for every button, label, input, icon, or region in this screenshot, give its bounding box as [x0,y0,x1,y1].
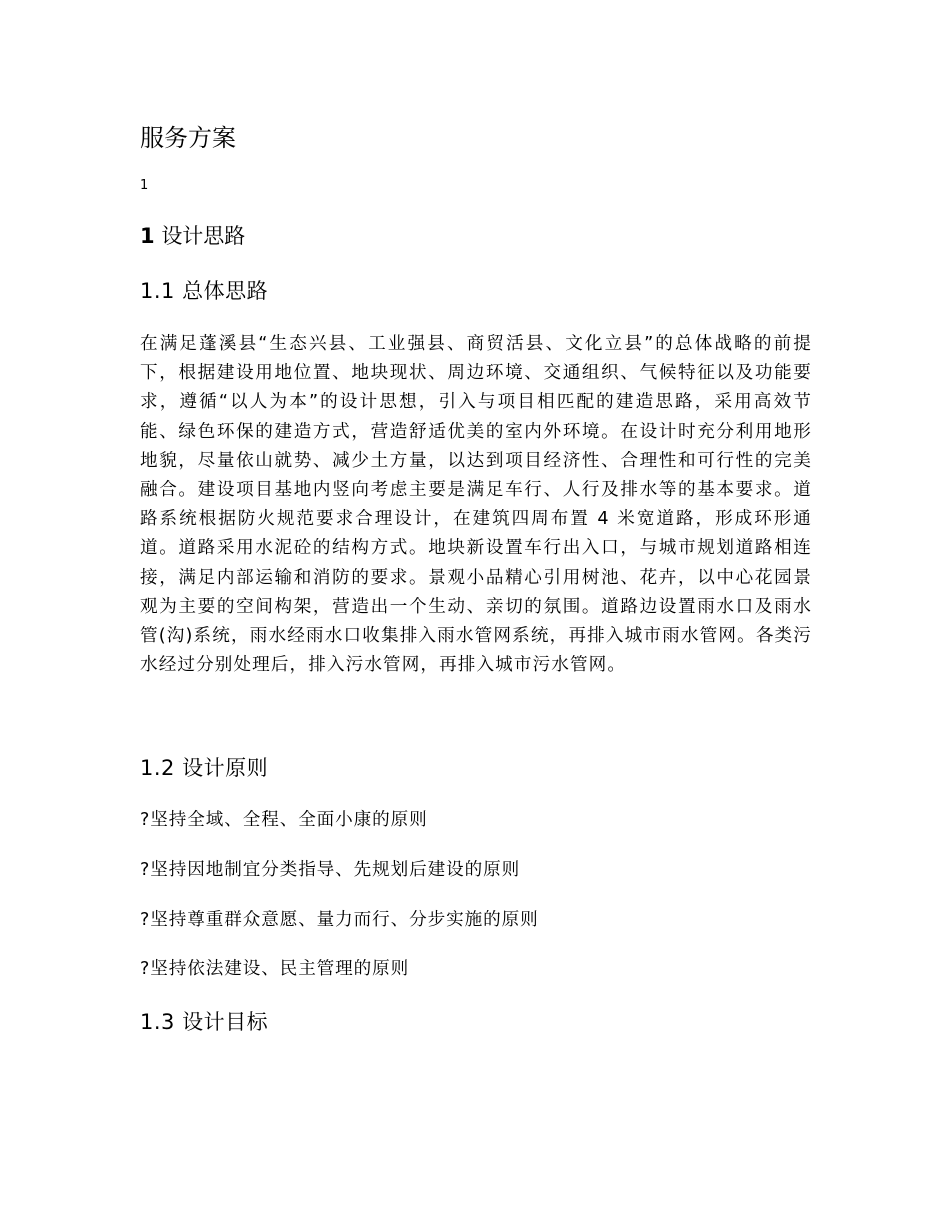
section-1-title: 设计思路 [161,224,246,248]
principle-item: ?坚持因地制宜分类指导、先规划后建设的原则 [140,860,521,880]
section-1-2-heading: 1.2 设计原则 [140,756,269,780]
principle-item: ?坚持全域、全程、全面小康的原则 [140,810,428,830]
principle-item: ?坚持尊重群众意愿、量力而行、分步实施的原则 [140,910,539,930]
principle-item: ?坚持依法建设、民主管理的原则 [140,959,410,979]
page-number: 1 [140,178,149,193]
section-1-number: 1 [140,224,155,248]
section-1-1-paragraph: 在满足蓬溪县“生态兴县、工业强县、商贸活县、文化立县”的总体战略的前提下，根据建设用地位置、地块现状、周边环境、交通组织、气候特征以及功能要求，遵循“以人为本”的设计思想，引入与项目相匹配的建造思路，采用高效节能、绿色环保的建造方式，营造舒适优美的室内外环境。在设计时充分利用地形地貌，尽量依山就势、减少土方量，以达到项目经济性、合理性和可行性的完美融合。建设项目基地内竖向考虑主要是满足车行、人行及排水等的基本要求。道路系统根据防火规范要求合理设计，在建筑四周布置 4 米宽道路，形成环形通道。道路采用水泥砼的结构方式。地块新设置车行出入口，与城市规划道路相连接，满足内部运输和消防的要求。景观小品精心引用树池、花卉，以中心花园景观为主要的空间构架，营造出一个生动、亲切的氛围。道路边设置雨水口及雨水管(沟)系统，雨水经雨水口收集排入雨水管网系统，再排入城市雨水管网。各类污水经过分别处理后，排入污水管网，再排入城市污水管网。 [140,334,812,676]
document-title: 服务方案 [140,124,236,152]
section-1-3-heading: 1.3 设计目标 [140,1010,269,1034]
section-1-1-heading: 1.1 总体思路 [140,279,269,303]
section-1-heading [140,222,245,250]
